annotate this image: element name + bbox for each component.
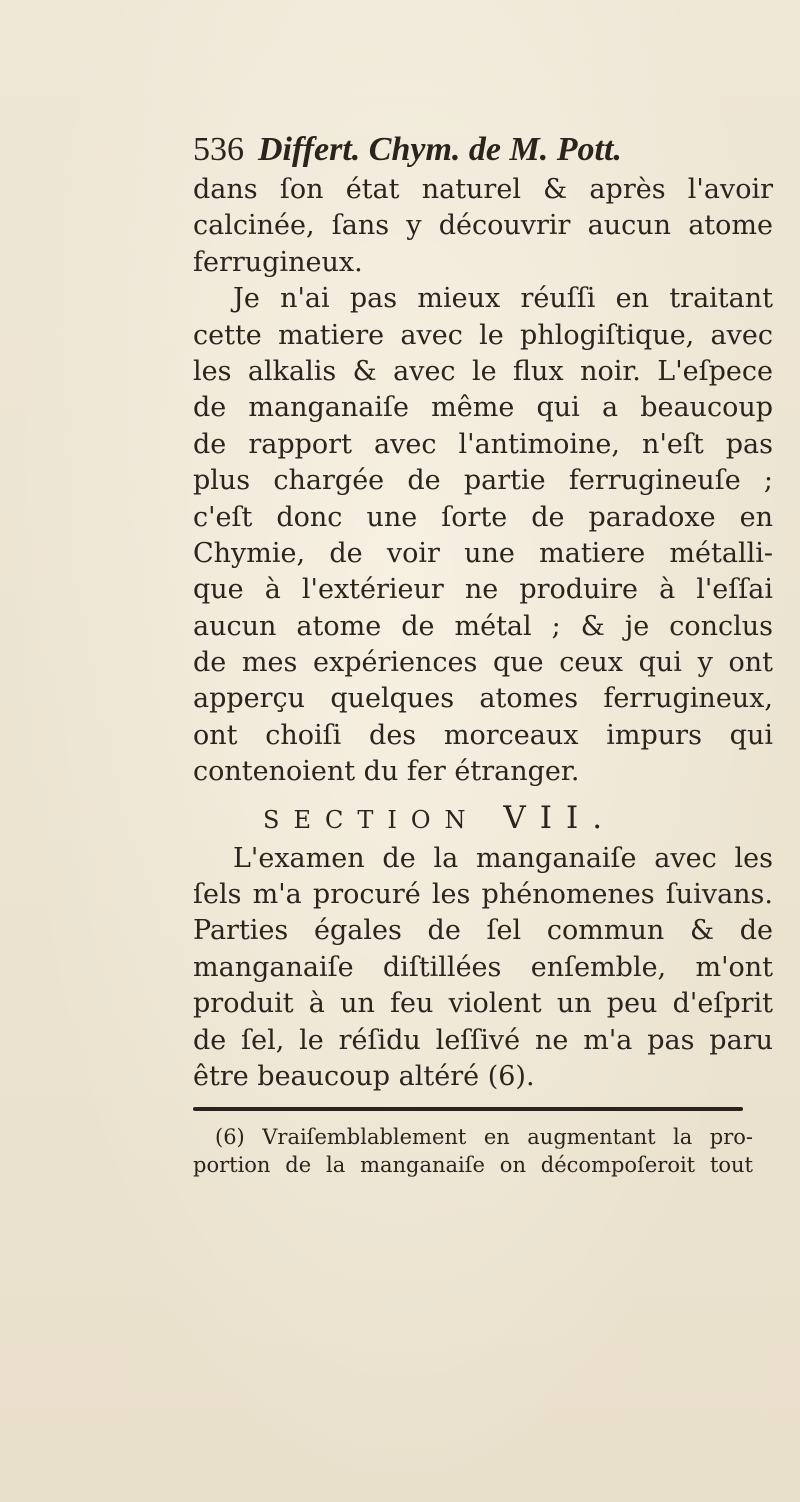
paragraph-2 (193, 281, 773, 790)
section-heading (193, 799, 773, 841)
paragraph-1 (193, 172, 773, 281)
text-line: Parties égales de ſel commun & de (193, 915, 773, 947)
section-label: SECTION (263, 805, 480, 834)
page-number: 536 (193, 131, 244, 168)
text-block (193, 128, 773, 1179)
footnote (193, 1123, 773, 1179)
text-line: ſels m'a procuré les phénomenes ſuivans. (193, 879, 773, 911)
text-line: L'examen de la manganaiſe avec les (233, 842, 773, 874)
text-line: de rapport avec l'antimoine, n'eſt pas (193, 428, 773, 460)
text-line: aucun atome de métal ; & je conclus (193, 610, 773, 642)
text-line: c'eſt donc une ſorte de paradoxe en (193, 501, 773, 533)
text-line: être beaucoup altéré (6). (193, 1060, 535, 1092)
text-line: Chymie, de voir une matiere métalli- (193, 537, 773, 569)
text-line: ont choiſi des morceaux impurs qui (193, 719, 773, 751)
running-head (193, 128, 773, 172)
footnote-rule (193, 1107, 743, 1111)
text-line: de mes expériences que ceux qui y ont (193, 647, 773, 679)
paragraph-3 (193, 841, 773, 1096)
text-line: les alkalis & avec le flux noir. L'eſpece (193, 355, 773, 387)
footnote-line: (6) Vraiſemblablement en augmentant la pro- (215, 1125, 753, 1150)
text-line: dans ſon état naturel & après l'avoir (193, 174, 773, 205)
footnote-line: portion de la manganaiſe on décompoſeroit tout (193, 1153, 753, 1178)
running-title: Differt. Chym. de M. Pott. (258, 131, 622, 168)
text-line: de manganaiſe même qui a beaucoup (193, 392, 773, 424)
text-line: Je n'ai pas mieux réuſſi en traitant (233, 283, 773, 315)
section-number: VII. (503, 799, 617, 836)
text-line: calcinée, ſans y découvrir aucun atome (193, 210, 773, 242)
text-line: apperçu quelques atomes ferrugineux, (193, 683, 773, 715)
text-line: cette matiere avec le phlogiſtique, avec (193, 319, 773, 351)
text-line: de ſel, le réſidu leſſivé ne m'a pas paru (193, 1024, 773, 1056)
text-line: que à l'extérieur ne produire à l'eſſai (193, 574, 773, 606)
text-line: manganaiſe diſtillées enſemble, m'ont (193, 951, 773, 983)
text-line: contenoient du fer étranger. (193, 756, 580, 788)
text-line: produit à un feu violent un peu d'eſprit (193, 988, 773, 1020)
text-line: plus chargée de partie ferrugineuſe ; (193, 465, 773, 497)
text-line: ferrugineux. (193, 246, 363, 278)
